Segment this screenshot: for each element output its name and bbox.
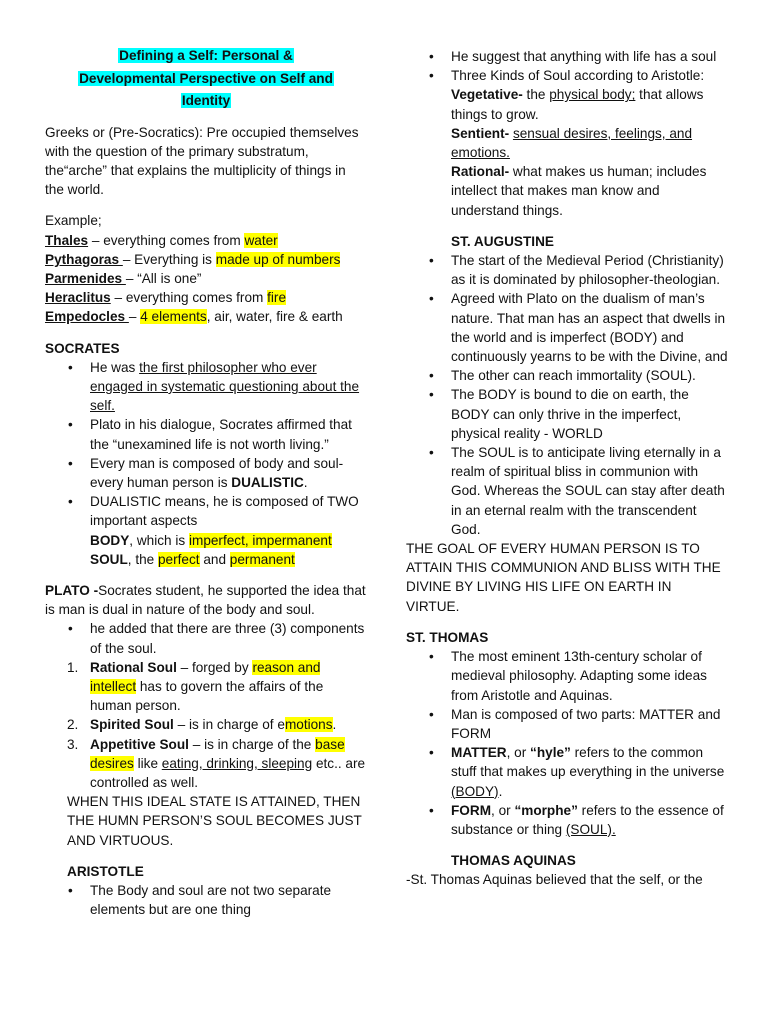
list-item: • Man is composed of two parts: MATTER and FORM xyxy=(406,705,728,743)
right-column xyxy=(406,0,728,890)
list-item: • He was the first philosopher who ever engaged in systematic questioning about the self. xyxy=(45,358,367,416)
example-label: Example; xyxy=(45,213,102,229)
list-item: • DUALISTIC means, he is composed of TWO important aspects BODY, which is imperfect, impermanent SOUL, the perfect and permanent xyxy=(45,492,367,569)
list-item: • The other can reach immortality (SOUL). xyxy=(406,366,728,385)
list-item: • The SOUL is to anticipate living eternally in a realm of spiritual bliss in communion with God. Whereas the SOUL can stay after death in an eternal realm with the transcendent God. xyxy=(406,443,728,539)
aquinas-heading: THOMAS AQUINAS xyxy=(451,853,576,869)
list-item: • MATTER, or “hyle” refers to the common stuff that makes up everything in the universe (BODY). xyxy=(406,743,728,801)
list-item: • Three Kinds of Soul according to Aristotle: Vegetative- the physical body; that allows things to grow. Sentient- sensual desires, feelings, and emotions. Rational- what makes us human; includes intellect that makes man know and understand things. xyxy=(406,66,728,220)
augustine-goal: THE GOAL OF EVERY HUMAN PERSON IS TO ATTAIN THIS COMMUNION AND BLISS WITH THE DIVINE BY LIVING HIS LIFE ON EARTH IN VIRTUE. xyxy=(406,541,721,614)
plato-ideal-state: WHEN THIS IDEAL STATE IS ATTAINED, THEN THE HUMN PERSON’S SOUL BECOMES JUST AND VIRTUOUS. xyxy=(67,794,362,848)
heraclitus-line: Heraclitus – everything comes from fire xyxy=(45,290,287,306)
aristotle-list-2 xyxy=(406,47,728,220)
list-item: • Every man is composed of body and soul- every human person is DUALISTIC. xyxy=(45,454,367,492)
intro-paragraph: Greeks or (Pre-Socratics): Pre occupied themselves with the question of the primary substratum, the“arche” that explains the multiplicity of things in the world. xyxy=(45,124,359,198)
list-item: • He suggest that anything with life has a soul xyxy=(406,47,728,66)
list-item: • he added that there are three (3) components of the soul. xyxy=(45,619,367,657)
document-title: Defining a Self: Personal & Developmental Perspective on Self and Identity xyxy=(79,48,333,108)
list-item: • The start of the Medieval Period (Christianity) as it is dominated by philosopher-theologian. xyxy=(406,251,728,289)
augustine-heading: ST. AUGUSTINE xyxy=(451,233,554,249)
list-item: • FORM, or “morphe” refers to the essence of substance or thing (SOUL). xyxy=(406,801,728,839)
list-item: • The BODY is bound to die on earth, the BODY can only thrive in the imperfect, physical reality - WORLD xyxy=(406,385,728,443)
thales-line: Thales – everything comes from water xyxy=(45,232,278,248)
socrates-list xyxy=(45,358,367,569)
list-item: 1. Rational Soul – forged by reason and intellect has to govern the affairs of the human person. xyxy=(67,659,324,714)
plato-list xyxy=(45,619,367,792)
thomas-heading: ST. THOMAS xyxy=(406,629,489,645)
socrates-heading: SOCRATES xyxy=(45,340,120,356)
left-column xyxy=(45,0,367,919)
parmenides-line: Parmenides – “All is one” xyxy=(45,270,202,286)
pythagoras-line: Pythagoras – Everything is made up of numbers xyxy=(45,251,341,267)
augustine-list xyxy=(406,251,728,539)
list-item: 3. Appetitive Soul – is in charge of the base desires like eating, drinking, sleeping etc.. are controlled as well. xyxy=(67,736,366,790)
empedocles-line: Empedocles – 4 elements, air, water, fire & earth xyxy=(45,309,343,325)
aristotle-list-1 xyxy=(45,881,367,919)
aquinas-text: -St. Thomas Aquinas believed that the self, or the xyxy=(406,872,703,888)
aristotle-heading: ARISTOTLE xyxy=(67,863,144,879)
list-item: • Plato in his dialogue, Socrates affirmed that the “unexamined life is not worth living.” xyxy=(45,415,367,453)
list-item: 2. Spirited Soul – is in charge of emotions. xyxy=(67,717,337,733)
list-item: • Agreed with Plato on the dualism of man’s nature. That man has an aspect that dwells in the world and is imperfect (BODY) and continuously yearns to be with the Divine, and xyxy=(406,289,728,366)
thomas-list xyxy=(406,647,728,839)
plato-paragraph: PLATO -Socrates student, he supported the idea that is man is dual in nature of the body and soul. xyxy=(45,582,366,618)
list-item: • The Body and soul are not two separate elements but are one thing xyxy=(45,881,367,919)
list-item: • The most eminent 13th-century scholar of medieval philosophy. Adapting some ideas from Aristotle and Aquinas. xyxy=(406,647,728,705)
